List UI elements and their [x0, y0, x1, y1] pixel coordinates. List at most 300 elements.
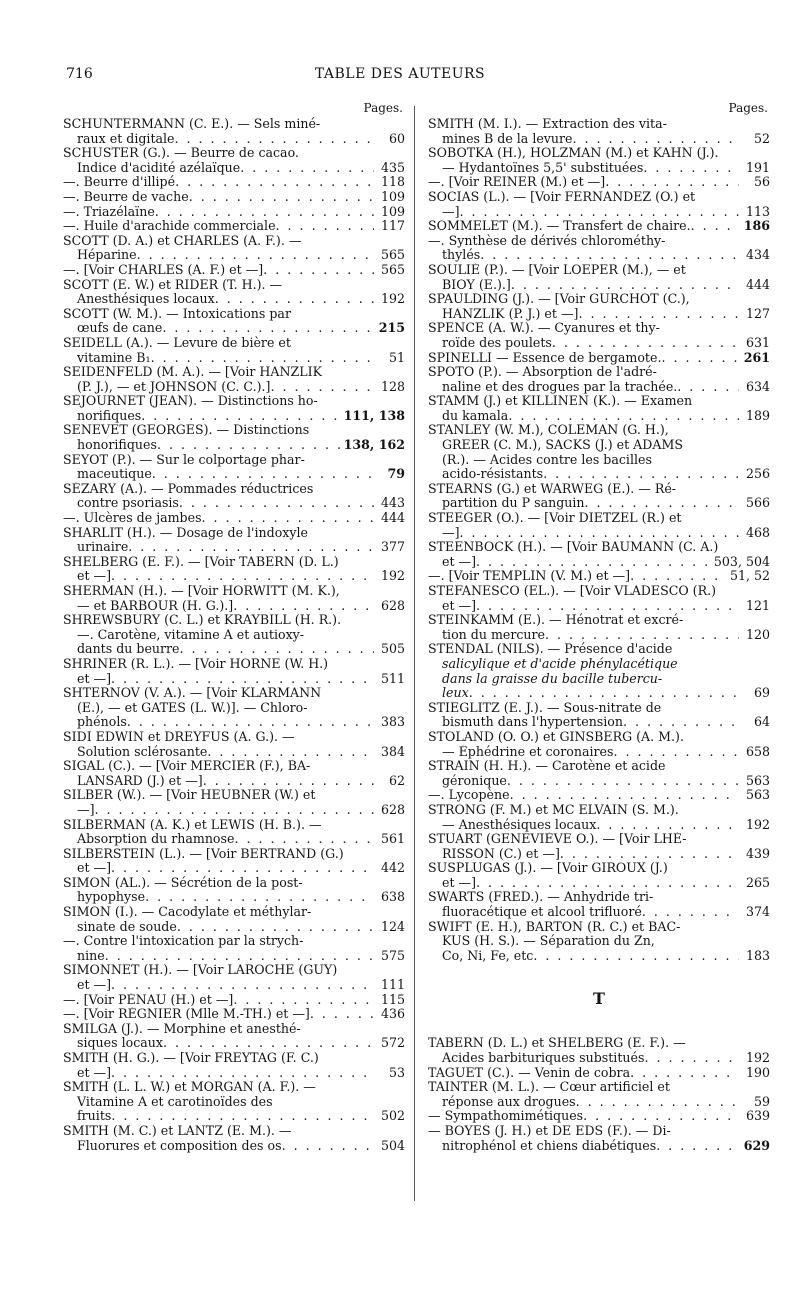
entry-page-number: 127 [745, 306, 770, 321]
index-entry [63, 219, 405, 234]
index-entry [428, 613, 770, 642]
entry-text: TABERN (D. L.) et SHELBERG (E. F.). — [428, 1036, 686, 1051]
entry-text: siques locaux [77, 1036, 163, 1051]
entry-text: nitrophénol et chiens diabétiques [442, 1138, 657, 1153]
entry-page-number: 377 [380, 540, 405, 555]
entry-text: —. Beurre de vache [63, 189, 189, 204]
entry-text: fluoracétique et alcool trifluoré [442, 905, 642, 920]
entry-page-number: 563 [745, 788, 770, 803]
page-title: TABLE DES AUTEURS [314, 66, 486, 82]
entry-page-number: 79 [387, 467, 405, 482]
entry-text: norifiques [77, 408, 142, 423]
dot-leader [111, 1066, 374, 1081]
entry-page-number: 183 [745, 948, 770, 963]
dot-leader [476, 555, 711, 570]
index-entry [63, 394, 405, 423]
entry-page-number: 113 [745, 204, 770, 219]
dot-leader [691, 219, 739, 234]
entry-text: et —] [77, 1065, 112, 1080]
dot-leader [137, 248, 374, 263]
entry-text: SENEVET (GEORGES). — Distinctions [63, 423, 310, 438]
entry-text: TAINTER (M. L.). — Cœur artificiel et [428, 1080, 670, 1095]
entry-text: roïde des poulets [442, 335, 552, 350]
index-entry [428, 832, 770, 861]
entry-page-number: 439 [745, 846, 770, 861]
dot-leader [202, 511, 374, 526]
dot-leader [177, 920, 374, 935]
dot-leader [677, 380, 739, 395]
index-entry [428, 351, 770, 366]
index-entry [428, 511, 770, 540]
entry-page-number: 572 [380, 1036, 405, 1051]
index-entry [428, 423, 770, 481]
entry-text: réponse aux drogues [442, 1094, 576, 1109]
entry-text: —. Ulcères de jambes [63, 511, 202, 526]
entry-page-number: 561 [380, 832, 405, 847]
index-entry [63, 686, 405, 730]
index-entry [63, 613, 405, 657]
entry-text: dans la graisse du bacille tubercu- [442, 671, 663, 686]
dot-leader [507, 774, 739, 789]
dot-leader [469, 686, 739, 701]
index-entry [428, 146, 770, 175]
entry-text: STAMM (J.) et KILLINEN (K.). — Examen [428, 394, 693, 409]
entry-page-number: 566 [745, 496, 770, 511]
entry-text: STEENBOCK (H.). — [Voir BAUMANN (C. A.) [428, 540, 719, 555]
index-entry [63, 482, 405, 511]
index-entry [428, 1109, 770, 1124]
dot-leader [585, 496, 739, 511]
entry-text: SIMON (AL.). — Sécrétion de la post- [63, 875, 303, 890]
entry-page-number: 443 [380, 496, 405, 511]
index-entry [428, 190, 770, 219]
index-entry [428, 920, 770, 964]
entry-page-number: 442 [380, 861, 405, 876]
index-entry [63, 555, 405, 584]
entry-page-number: 192 [380, 292, 405, 307]
entry-text: œufs de cane [77, 321, 163, 336]
entry-page-number: 504 [380, 1138, 405, 1153]
entry-page-number: 434 [745, 248, 770, 263]
entry-text: SOBOTKA (H.), HOLZMAN (M.) et KAHN (J.). [428, 146, 719, 161]
index-entry [428, 117, 770, 146]
entry-text: STEFANESCO (EL.). — [Voir VLADESCO (R.) [428, 584, 716, 598]
entry-page-number: 628 [380, 802, 405, 817]
entry-page-number: 634 [745, 379, 770, 394]
entry-page-number: 435 [380, 160, 405, 175]
index-entry [63, 584, 405, 613]
entry-page-number: 51, 52 [729, 569, 770, 584]
entry-text: Acides barbituriques substitués [442, 1051, 645, 1066]
entry-text: STEEGER (O.). — [Voir DIETZEL (R.) et [428, 511, 682, 526]
dot-leader [276, 219, 374, 234]
index-entry [63, 963, 405, 992]
entry-text: salicylique et d'acide phénylacétique [442, 656, 678, 671]
entry-text: —. [Voir TEMPLIN (V. M.) et —] [428, 569, 631, 584]
entry-text: —. [Voir CHARLES (A. F.) et —] [63, 262, 264, 277]
index-entry [63, 234, 405, 263]
index-entry [63, 1022, 405, 1051]
left-entries [63, 117, 405, 1153]
entry-page-number: 120 [745, 627, 770, 642]
entry-page-number: 190 [745, 1065, 770, 1080]
entry-text: STUART (GENEVIÈVE O.). — [Voir LHÉ- [428, 832, 687, 847]
entry-text: SIMON (I.). — Cacodylate et méthylar- [63, 905, 312, 920]
index-entry [428, 540, 770, 569]
index-entry [63, 278, 405, 307]
entry-text: SILBERMAN (A. K.) et LEWIS (H. B.). — [63, 817, 322, 832]
entry-text: SCHUSTER (G.). — Beurre de cacao. [63, 146, 299, 161]
dot-leader [111, 1109, 374, 1124]
t-entries [428, 1036, 770, 1153]
dot-leader [310, 1007, 374, 1022]
index-entry [428, 1080, 770, 1109]
dot-leader [215, 292, 374, 307]
entry-text: — Sympathomimétiques [428, 1109, 584, 1124]
entry-text: vitamine B₁ [77, 350, 151, 365]
dot-leader [233, 993, 374, 1008]
entry-page-number: 118 [380, 175, 405, 190]
index-entry [63, 205, 405, 220]
index-entry [63, 730, 405, 759]
entry-text: naline et des drogues par la trachée. [442, 379, 678, 394]
entry-text: —. [Voir RÉGNIER (Mlle M.-TH.) et —] [63, 1007, 310, 1022]
index-entry [63, 1007, 405, 1022]
index-entry [428, 482, 770, 511]
index-entry [428, 730, 770, 759]
dot-leader [508, 409, 739, 424]
index-entry [63, 336, 405, 365]
dot-leader [141, 409, 340, 424]
entry-text: SEIDENFELD (M. A.). — [Voir HANZLIK [63, 365, 323, 380]
dot-leader [605, 175, 739, 190]
index-entry [428, 569, 770, 584]
entry-text: SWARTS (FRED.). — Anhydride tri- [428, 890, 654, 905]
entry-text: SMITH (L. L. W.) et MORGAN (A. F.). — [63, 1080, 316, 1095]
entry-page-number: 109 [380, 204, 405, 219]
entry-page-number: 189 [745, 408, 770, 423]
entry-page-number: 384 [380, 744, 405, 759]
entry-text: bismuth dans l'hypertension [442, 715, 623, 730]
dot-leader [207, 745, 374, 760]
dot-leader [179, 496, 374, 511]
entry-text: —] [442, 525, 460, 540]
dot-leader [152, 467, 374, 482]
index-entry [63, 117, 405, 146]
entry-text: et —] [442, 875, 477, 890]
dot-leader [510, 788, 739, 803]
entry-page-number: 186 [743, 219, 770, 234]
entry-page-number: 265 [745, 875, 770, 890]
entry-text: sinate de soude [77, 919, 177, 934]
entry-text: dants du beurre [77, 642, 180, 657]
entry-page-number: 115 [380, 992, 405, 1007]
dot-leader [511, 278, 739, 293]
index-entry [428, 263, 770, 292]
entry-text: —] [77, 802, 95, 817]
entry-text: SCOTT (D. A.) et CHARLES (A. F.). — [63, 233, 302, 248]
entry-text: — BOYES (J. H.) et DE EDS (F.). — Di- [428, 1124, 671, 1138]
entry-text: STEINKAMM (E.). — Hénotrat et excré- [428, 613, 684, 628]
entry-page-number: 128 [380, 379, 405, 394]
entry-text: (P. J.), — et JOHNSON (C. C.).] [77, 379, 271, 394]
dot-leader [157, 438, 341, 453]
dot-leader [545, 628, 739, 643]
dot-leader [543, 467, 739, 482]
entry-page-number: 374 [745, 905, 770, 920]
dot-leader [105, 949, 374, 964]
dot-leader [576, 1095, 739, 1110]
index-entry [63, 526, 405, 555]
entry-page-number: 69 [753, 686, 770, 701]
entry-text: Absorption du rhamnose [77, 832, 235, 847]
index-entry [63, 511, 405, 526]
entry-text: honorifiques [77, 438, 157, 453]
entry-page-number: 444 [380, 511, 405, 526]
dot-leader [270, 380, 374, 395]
dot-leader [175, 132, 375, 147]
pages-label-right: Pages. [728, 101, 768, 115]
entry-text: — et BARBOUR (H. G.).] [77, 598, 234, 613]
entry-page-number: 117 [380, 219, 405, 234]
entry-text: SMILGA (J.). — Morphine et anesthé- [63, 1021, 301, 1036]
dot-leader [111, 861, 374, 876]
dot-leader [155, 205, 374, 220]
entry-page-number: 138, 162 [343, 438, 405, 453]
entry-text: TAGUET (C.). — Venin de cobra [428, 1065, 631, 1080]
entry-page-number: 502 [380, 1109, 405, 1124]
entry-page-number: 59 [753, 1094, 770, 1109]
dot-leader [151, 351, 374, 366]
column-divider [414, 106, 415, 1201]
dot-leader [127, 715, 374, 730]
entry-page-number: 639 [745, 1109, 770, 1124]
left-column [63, 100, 405, 1153]
dot-leader [476, 599, 739, 614]
entry-text: Vitamine A et carotinoïdes des [77, 1094, 273, 1109]
dot-leader [578, 307, 739, 322]
entry-text: SPAULDING (J.). — [Voir GURCHOT (C.), [428, 292, 690, 307]
dot-leader [282, 1139, 374, 1154]
entry-page-number: 565 [380, 262, 405, 277]
entry-text: SPENCE (A. W.). — Cyanures et thy- [428, 321, 660, 336]
index-entry [63, 263, 405, 278]
entry-page-number: 658 [745, 744, 770, 759]
entry-page-number: 436 [380, 1007, 405, 1022]
pages-label-left: Pages. [363, 101, 403, 115]
entry-text: partition du P sanguin [442, 496, 585, 511]
dot-leader [234, 832, 374, 847]
index-entry [63, 818, 405, 847]
entry-text: et —] [77, 861, 112, 876]
index-entry [63, 934, 405, 963]
dot-leader [560, 847, 739, 862]
entry-text: géronique [442, 773, 507, 788]
entry-page-number: 62 [388, 773, 405, 788]
entry-page-number: 53 [388, 1065, 405, 1080]
entry-page-number: 575 [380, 948, 405, 963]
dot-leader [145, 890, 374, 905]
dot-leader [643, 161, 739, 176]
entry-page-number: 261 [743, 350, 770, 365]
dot-leader [460, 205, 739, 220]
page-header [0, 66, 800, 86]
entry-page-number: 468 [745, 525, 770, 540]
index-entry [428, 292, 770, 321]
entry-text: SMITH (M. I.). — Extraction des vita- [428, 117, 667, 131]
dot-leader [189, 190, 374, 205]
entry-text: SEIDELL (A.). — Levure de bière et [63, 335, 291, 350]
entry-text: STENDAL (NILS). — Présence d'acide [428, 642, 673, 657]
dot-leader [111, 569, 374, 584]
entry-text: tion du mercure [442, 627, 546, 642]
entry-text: urinaire [77, 540, 129, 555]
index-entry [63, 993, 405, 1008]
dot-leader [613, 745, 739, 760]
entry-text: et —] [77, 569, 112, 584]
entry-text: SCOTT (E. W.) et RIDER (T. H.). — [63, 277, 283, 292]
dot-leader [460, 526, 739, 541]
entry-text: SCOTT (W. M.). — Intoxications par [63, 306, 291, 321]
entry-text: SILBERSTEIN (L.). — [Voir BERTRAND (G.) [63, 846, 344, 861]
dot-leader [642, 905, 739, 920]
entry-text: —. Contre l'intoxication par la strych- [63, 934, 304, 949]
entry-page-number: 56 [753, 175, 770, 190]
index-entry [63, 453, 405, 482]
entry-text: SOULIÉ (P.). — [Voir LOEPER (M.), — et [428, 262, 686, 277]
dot-leader [203, 774, 374, 789]
index-entry [428, 759, 770, 788]
index-entry [63, 1080, 405, 1124]
entry-text: —] [442, 204, 460, 219]
entry-page-number: 192 [745, 817, 770, 832]
entry-text: GREER (C. M.), SACKS (J.) et ADAMS [442, 438, 683, 453]
entry-page-number: 565 [380, 248, 405, 263]
entry-text: STRAIN (H. H.). — Carotène et acide [428, 759, 666, 774]
dot-leader [533, 949, 739, 964]
entry-page-number: 192 [380, 569, 405, 584]
entry-text: mines B de la levure [442, 131, 573, 146]
entry-text: maceutique [77, 467, 152, 482]
entry-text: Héparine [77, 248, 137, 263]
entry-text: du kamala [442, 408, 509, 423]
dot-leader [233, 599, 374, 614]
dot-leader [263, 263, 374, 278]
index-entry [63, 307, 405, 336]
entry-text: SMITH (H. G.). — [Voir FREYTAG (F. C.) [63, 1051, 319, 1065]
entry-text: —. Lycopène [428, 788, 510, 803]
entry-text: nine [77, 948, 105, 963]
entry-text: Solution sclérosante [77, 744, 208, 759]
entry-page-number: 256 [745, 467, 770, 482]
entry-text: —. [Voir REINER (M.) et —] [428, 175, 606, 190]
entry-text: et —] [77, 671, 112, 686]
entry-page-number: 215 [378, 321, 405, 336]
entry-text: et —] [442, 554, 477, 569]
dot-leader [573, 132, 740, 147]
index-entry [428, 642, 770, 700]
entry-text: SWIFT (E. H.), BARTON (R. C.) et BAC- [428, 919, 681, 934]
entry-text: SILBER (W.). — [Voir HEUBNER (W.) et [63, 788, 316, 803]
entry-text: SPINELLI — Essence de bergamote. [428, 350, 662, 365]
index-entry [428, 1036, 770, 1065]
entry-page-number: 52 [753, 131, 770, 146]
dot-leader [644, 1051, 739, 1066]
index-entry [63, 175, 405, 190]
entry-text: LANSARD (J.) et —] [77, 773, 203, 788]
index-entry [428, 861, 770, 890]
dot-leader [552, 336, 739, 351]
entry-page-number: 511 [380, 671, 405, 686]
entry-text: RISSON (C.) et —] [442, 846, 560, 861]
entry-text: SEYOT (P.). — Sur le colportage phar- [63, 452, 305, 467]
entry-page-number: 111 [380, 978, 405, 993]
index-entry [428, 394, 770, 423]
dot-leader [128, 540, 374, 555]
entry-text: SIDI EDWIN et DREYFUS (A. G.). — [63, 729, 295, 744]
entry-text: (R.). — Acides contre les bacilles [442, 452, 652, 467]
entry-page-number: 631 [745, 335, 770, 350]
entry-page-number: 191 [745, 160, 770, 175]
entry-text: Co, Ni, Fe, etc [442, 948, 534, 963]
index-entry [428, 890, 770, 919]
index-entry [428, 803, 770, 832]
index-entry [63, 759, 405, 788]
entry-text: — Éphédrine et coronaires [442, 744, 614, 759]
index-entry [63, 788, 405, 817]
entry-page-number: 563 [745, 773, 770, 788]
entry-page-number: 60 [388, 131, 405, 146]
entry-text: SHELBERG (E. F.). — [Voir TABERN (D. L.) [63, 554, 339, 569]
entry-text: et —] [77, 978, 112, 993]
index-entry [428, 1124, 770, 1153]
entry-text: —. Huile d'arachide commerciale [63, 219, 276, 234]
entry-page-number: 503, 504 [713, 554, 770, 569]
entry-text: BIOY (E.).] [442, 277, 511, 292]
index-entry [63, 905, 405, 934]
dot-leader [175, 175, 374, 190]
dot-leader [630, 1066, 739, 1081]
entry-text: STEARNS (G.) et WARWEG (E.). — Ré- [428, 481, 677, 496]
entry-text: SHARLIT (H.). — Dosage de l'indoxyle [63, 525, 309, 540]
dot-leader [596, 818, 739, 833]
index-entry [428, 1066, 770, 1081]
entry-text: SHERMAN (H.). — [Voir HORWITT (M. K.), [63, 584, 340, 598]
entry-text: —. Synthèse de dérivés chlorométhy- [428, 233, 666, 248]
dot-leader [111, 978, 374, 993]
dot-leader [240, 161, 374, 176]
entry-text: et —] [442, 598, 477, 613]
entry-text: SPOTO (P.). — Absorption de l'adré- [428, 365, 657, 380]
entry-text: Fluorures et composition des os [77, 1138, 282, 1153]
entry-page-number: 628 [380, 598, 405, 613]
dot-leader [162, 321, 374, 336]
index-entry [428, 788, 770, 803]
entry-text: STIEGLITZ (E. J.). — Sous-nitrate de [428, 700, 662, 715]
index-entry [428, 701, 770, 730]
entry-text: phénols [77, 715, 127, 730]
index-entry [63, 876, 405, 905]
entry-text: SHRINER (R. L.). — [Voir HORNE (W. H.) [63, 656, 329, 671]
entry-text: fruits [77, 1109, 112, 1124]
entry-page-number: 638 [380, 890, 405, 905]
entry-page-number: 111, 138 [343, 408, 405, 423]
entry-page-number: 109 [380, 189, 405, 204]
entry-text: thylés [442, 248, 481, 263]
entry-text: SIMONNET (H.). — [Voir LAROCHE (GUY) [63, 963, 338, 978]
entry-text: —. [Voir PÉNAU (H.) et —] [63, 992, 234, 1007]
right-column [428, 100, 770, 1153]
